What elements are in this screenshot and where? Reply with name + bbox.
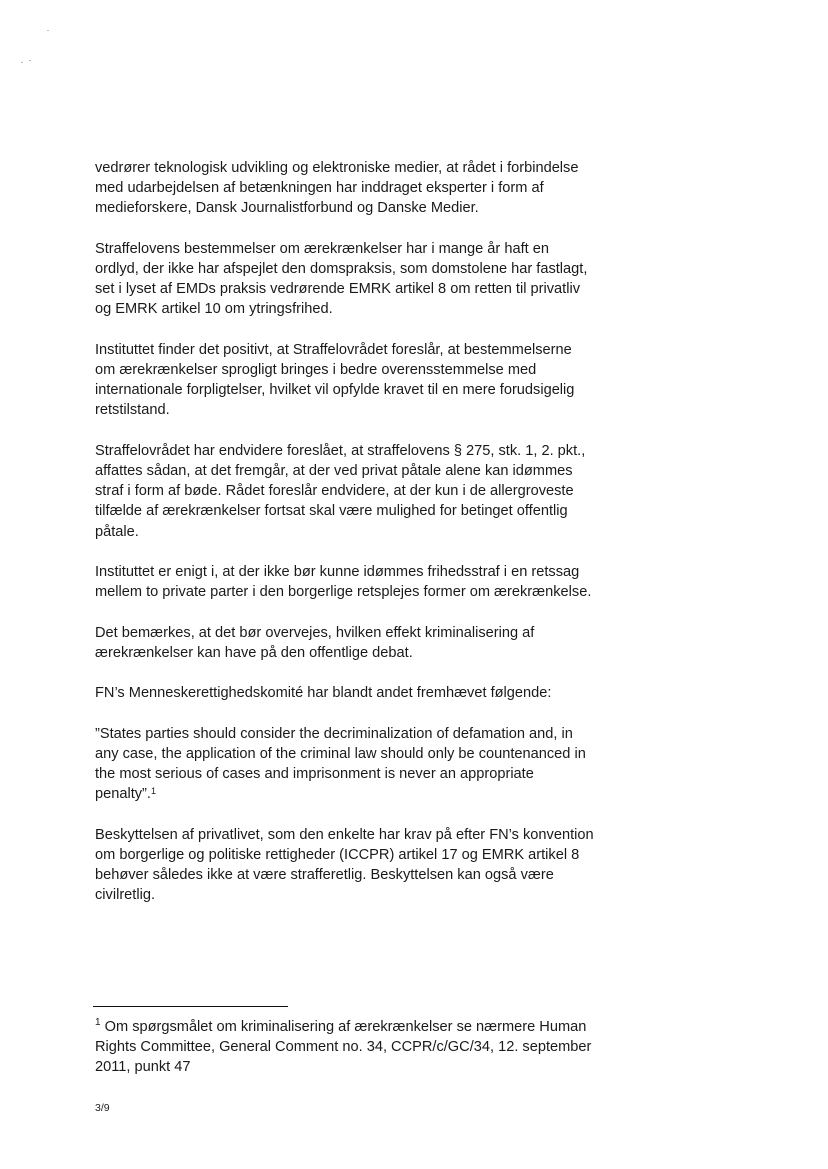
footnote-separator [93, 1006, 288, 1007]
paragraph-public-debate: Det bemærkes, at det bør overvejes, hvilken effekt kriminalisering af ærekrænkelser kan have på den offentlige debat. [95, 624, 535, 661]
scan-speck [47, 30, 49, 31]
page-number: 3/9 [95, 1102, 110, 1114]
paragraph-no-imprisonment: Instituttet er enigt i, at der ikke bør kunne idømmes frihedsstraf i en retssag mellem to private parter i den borgerlige retsplejes former om ærekrænkelse. [95, 564, 592, 601]
body-text [95, 158, 595, 926]
quote-text: ”States parties should consider the decriminalization of defamation and, in any case, the application of the criminal law should only be countenanced in the most serious of cases and imprisonment is never an appropriate penalty”. [95, 725, 586, 803]
paragraph-institute-positive: Instituttet finder det positivt, at Straffelovrådet foreslår, at bestemmelserne om ærekrænkelser sprogligt bringes i bedre overensstemmelse med internationale forpligtelser, hvilket vil opfylde kravet til en mere forudsigelig retstilstand. [95, 341, 575, 419]
scan-speck [29, 60, 31, 61]
scan-speck [21, 62, 23, 63]
footnote [95, 1017, 595, 1078]
footnote-text: Om spørgsmålet om kriminalisering af ærekrænkelser se nærmere Human Rights Committee, General Comment no. 34, CCPR/c/GC/34, 12. september 2011, punkt 47 [95, 1019, 592, 1076]
paragraph-defamation-wording: Straffelovens bestemmelser om ærekrænkelser har i mange år haft en ordlyd, der ikke har afspejlet den domspraksis, som domstolene har fastlagt, set i lyset af EMDs praksis vedrørende EMRK artikel 8 om retten til privatliv og EMRK artikel 10 om ytringsfrihed. [95, 240, 588, 318]
paragraph-privacy-protection: Beskyttelsen af privatlivet, som den enkelte har krav på efter FN’s konvention om borgerlige og politiske rettigheder (ICCPR) artikel 17 og EMRK artikel 8 behøver således ikke at være strafferetlig. Beskyttelsen kan også være civilretlig. [95, 826, 594, 904]
footnote-reference: 1 [150, 786, 156, 797]
paragraph-media-experts: vedrører teknologisk udvikling og elektroniske medier, at rådet i forbindelse med udarbejdelsen af betænkningen har inddraget eksperter i form af medieforskere, Dansk Journalistforbund og Danske Medier. [95, 160, 579, 217]
paragraph-private-prosecution: Straffelovrådet har endvidere foreslået, at straffelovens § 275, stk. 1, 2. pkt., affattes sådan, at det fremgår, at der ved privat påtale alene kan idømmes straf i form af bøde. Rådet foreslår endvidere, at der kun i de allergroveste tilfælde af ærekrænkelser fortsat skal være mulighed for betinget offentlig påtale. [95, 442, 586, 540]
quote-paragraph [95, 724, 595, 805]
footnote-number: 1 [95, 1017, 101, 1028]
paragraph-un-committee-intro: FN’s Menneskerettighedskomité har blandt andet fremhævet følgende: [95, 685, 552, 702]
